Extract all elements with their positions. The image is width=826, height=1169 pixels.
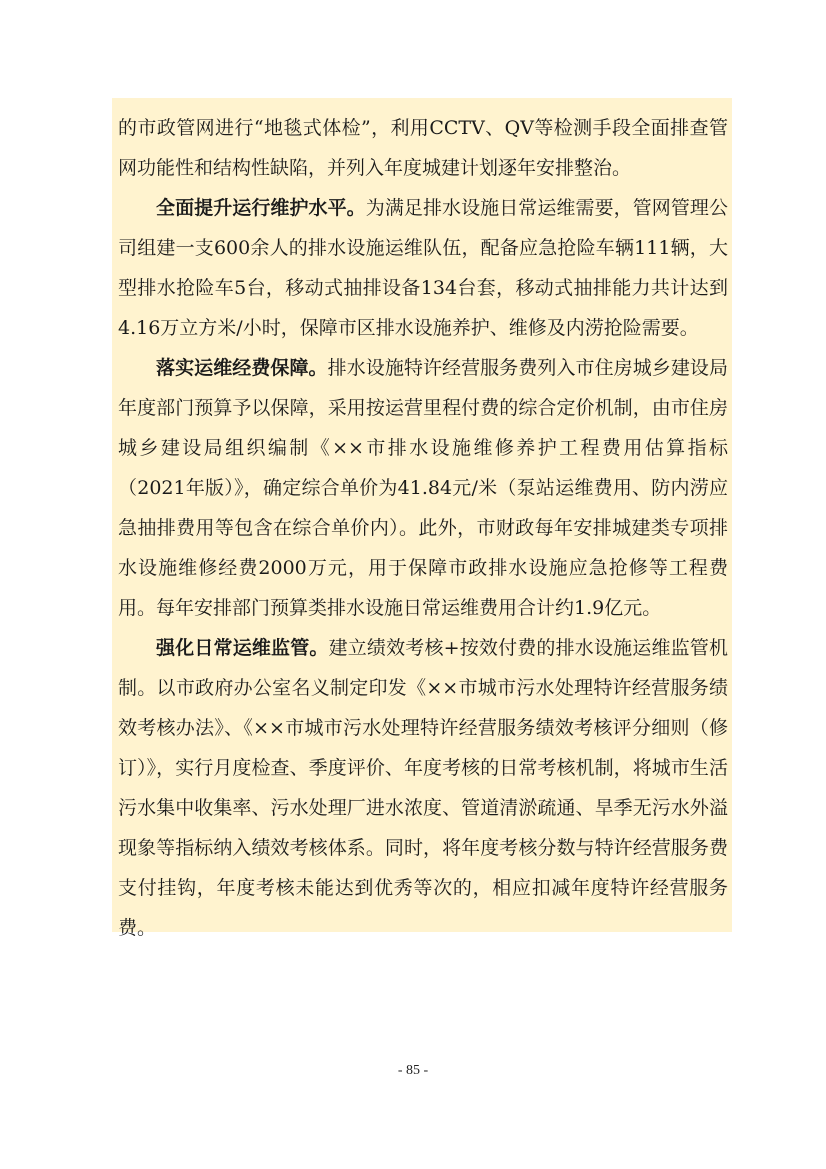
paragraph-funding [118,348,728,628]
paragraph-maintenance-level [118,188,728,348]
paragraph-continuation [118,108,728,188]
paragraph-text: 排水设施特许经营服务费列入市住房城乡建设局年度部门预算予以保障，采用按运营里程付费的综合定价机制，由市住房城乡建设局组织编制《××市排水设施维修养护工程费用估算指标（2021年版）》，确定综合单价为41.84元/米（泵站运维费用、防内涝应急抽排费用等包含在综合单价内）。此外，市财政每年安排城建类专项排水设施维修经费2000万元，用于保障市政排水设施应急抢修等工程费用。每年安排部门预算类排水设施日常运维费用合计约1.9亿元。 [118,357,728,619]
body-text [118,108,728,948]
paragraph-text: 建立绩效考核+按效付费的排水设施运维监管机制。以市政府办公室名义制定印发《××市城市污水处理特许经营服务绩效考核办法》、《××市城市污水处理特许经营服务绩效考核评分细则（修订）》，实行月度检查、季度评价、年度考核的日常考核机制，将城市生活污水集中收集率、污水处理厂进水浓度、管道清淤疏通、旱季无污水外溢现象等指标纳入绩效考核体系。同时，将年度考核分数与特许经营服务费支付挂钩，年度考核未能达到优秀等次的，相应扣减年度特许经营服务费。 [118,637,728,939]
paragraph-text: 为满足排水设施日常运维需要，管网管理公司组建一支600余人的排水设施运维队伍，配备应急抢险车辆111辆，大型排水抢险车5台，移动式抽排设备134台套，移动式抽排能力共计达到4.16万立方米/小时，保障市区排水设施养护、维修及内涝抢险需要。 [118,197,728,339]
page-number: - 85 - [397,1063,429,1078]
paragraph-lead: 落实运维经费保障。 [156,357,328,379]
paragraph-lead: 强化日常运维监管。 [156,637,329,659]
paragraph-supervision [118,628,728,948]
paragraph-lead: 全面提升运行维护水平。 [156,197,366,219]
paragraph-text: 的市政管网进行“地毯式体检”，利用CCTV、QV等检测手段全面排查管网功能性和结构性缺陷，并列入年度城建计划逐年安排整治。 [118,117,728,179]
